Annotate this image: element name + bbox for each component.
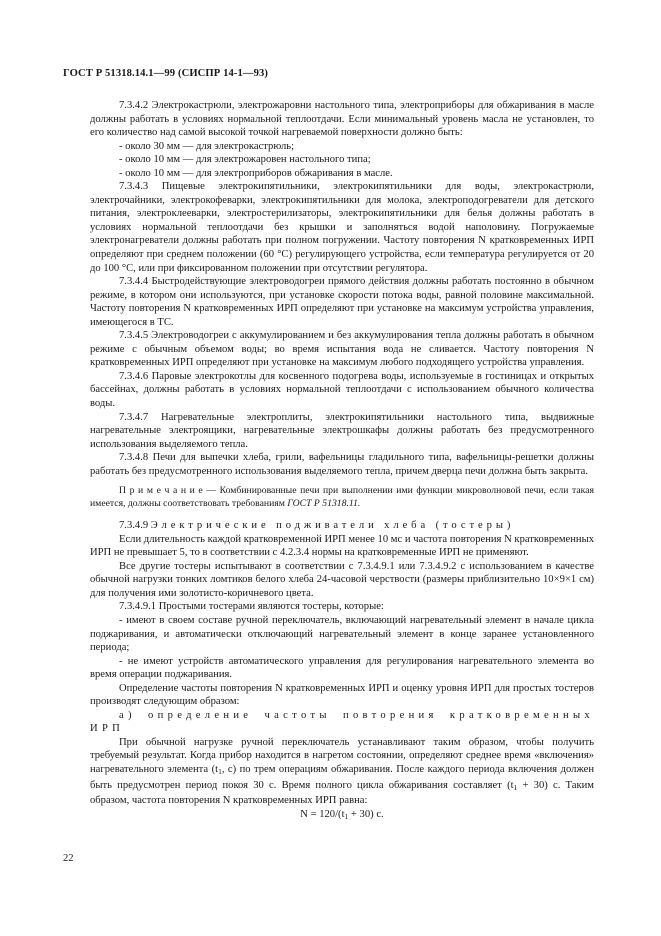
paragraph-7-3-4-5: 7.3.4.5 Электроводогреи с аккумулированием и без аккумулирования тепла должны работать в обычном режиме с обычным объемом воды; во время испытания вода не сливается. Частоту повторения N кратковременных ИРП определяют при установке на максимум любого подходящего устройства управления. xyxy=(90,330,594,369)
list-item: - около 10 мм — для электрожаровен настольного типа; xyxy=(119,154,371,166)
page-header: ГОСТ Р 51318.14.1—99 (СИСПР 14-1—93) xyxy=(63,68,268,79)
paragraph-7-3-4-9-1: 7.3.4.9.1 Простыми тостерами являются тостеры, которые: xyxy=(119,601,384,613)
paragraph-short-duration: Если длительность каждой кратковременной ИРП менее 10 мс и частота повторения N кратковременных ИРП не превышает 5, то в соответствии с 4.2.3.4 нормы на кратковременные ИРП не применяют. xyxy=(90,533,594,559)
subheading-a: а) определение частоты повторения кратковременных ИРП xyxy=(90,709,594,735)
document-body xyxy=(90,99,594,823)
note xyxy=(90,485,594,511)
list-item: - около 10 мм — для электроприборов обжаривания в масле. xyxy=(119,167,393,179)
section-heading-7-3-4-9 xyxy=(90,519,594,533)
paragraph-other-toasters: Все другие тостеры испытывают в соответствии с 7.3.4.9.1 или 7.3.4.9.2 с использованием в качестве обычной нагрузки тонких ломтиков белого хлеба 24-часовой черствости (размеры приблизительно 10×9×1 см) для получения ими золотисто-коричневого цвета. xyxy=(90,560,594,599)
section-title: Электрические подживатели хлеба (тостеры) xyxy=(150,520,515,532)
paragraph-7-3-4-3: 7.3.4.3 Пищевые электрокипятильники, электрокипятильники для воды, электрокастрюли, электрочайники, электрокофеварки, электрокипятильники для молока, электроподогреватели для детского питания, электроклееварки, электростерилизаторы, электрокипятильники для белья должны работать в условиях нормальной теплоотдачи без крышки и заполняться водой наполовину. Погружаемые электронагреватели должны работать при полном погружении. Частоту повторения N кратковременных ИРП определяют при среднем положении (60 °С) регулирующего устройства, если температура регулируется от 20 до 100 °С, или при фиксированном положении при отсутствии регулятора. xyxy=(90,181,595,274)
paragraph-7-3-4-2: 7.3.4.2 Электрокастрюли, электрожаровни настольного типа, электроприборы для обжаривания в масле должны работать в условиях нормальной теплоотдачи. Если минимальный уровень масла не установлен, то его количество над самой высокой точкой нагреваемой поверхности должно быть: xyxy=(90,100,594,139)
paragraph-determination: Определение частоты повторения N кратковременных ИРП и оценку уровня ИРП для простых тостеров производят следующим образом: xyxy=(90,682,594,708)
note-reference: ГОСТ Р 51318.11. xyxy=(287,498,361,510)
page-number: 22 xyxy=(63,853,74,864)
list-item: - не имеют устройств автоматического управления для регулирования нагревательного элемента во время операции поджаривания. xyxy=(90,655,594,681)
note-text: — Комбинированные печи при выполнении ими функции микроволновой печи, если такая имеется, должны соответствовать требованиям xyxy=(90,485,594,510)
paragraph-7-3-4-6: 7.3.4.6 Паровые электрокотлы для косвенного подогрева воды, используемые в гостиницах и открытых бассейнах, должны работать в условиях нормальной теплоотдачи с использованием обычного количества воды. xyxy=(90,370,594,410)
formula: $N = 120/(t_1 + 30)$ с. xyxy=(300,808,384,821)
section-number: 7.3.4.9 xyxy=(119,520,151,532)
list-item: - около 30 мм — для электрокастрюль; xyxy=(119,140,295,152)
paragraph-7-3-4-8: 7.3.4.8 Печи для выпечки хлеба, грили, вафельницы гладильного типа, вафельницы-решетки должны работать без предусмотренного использования выделяемого тепла, причем дверца печи должна быть закрыта. xyxy=(90,452,594,477)
paragraph-7-3-4-4: 7.3.4.4 Быстродействующие электроводогреи прямого действия должны работать постоянно в обычном режиме, в котором они используются, при установке скорости потока воды, равной половине максимальной. Частоту повторения N кратковременных ИРП определяют при установке на максимум устройства управления, имеющегося в ТС. xyxy=(90,276,594,328)
note-label: П р и м е ч а н и е xyxy=(119,485,203,497)
paragraph-procedure: При обычной нагрузке ручной переключатель устанавливают таким образом, чтобы получить требуемый результат. Когда прибор находится в нагретом состоянии, определяют среднее время «включения» нагревательного элемента ($t_1$, с) по трем операциям обжаривания. После каждого периода включения должен быть предусмотрен период покоя 30 с. Время полного цикла обжаривания составляет $(t_1 + 30)$ с. Таким образом, частота повторения N кратковременных ИРП равна: xyxy=(90,736,594,807)
list-item: - имеют в своем составе ручной переключатель, включающий нагревательный элемент в начале цикла поджаривания, и автоматически отключающий нагревательный элемент в конце заранее установленного периода; xyxy=(90,614,594,654)
paragraph-7-3-4-7: 7.3.4.7 Нагревательные электроплиты, электрокипятильники настольного типа, выдвижные нагревательные электроящики, нагревательные электрошкафы должны работать без предусмотренного использования выделяемого тепла. xyxy=(90,411,594,450)
